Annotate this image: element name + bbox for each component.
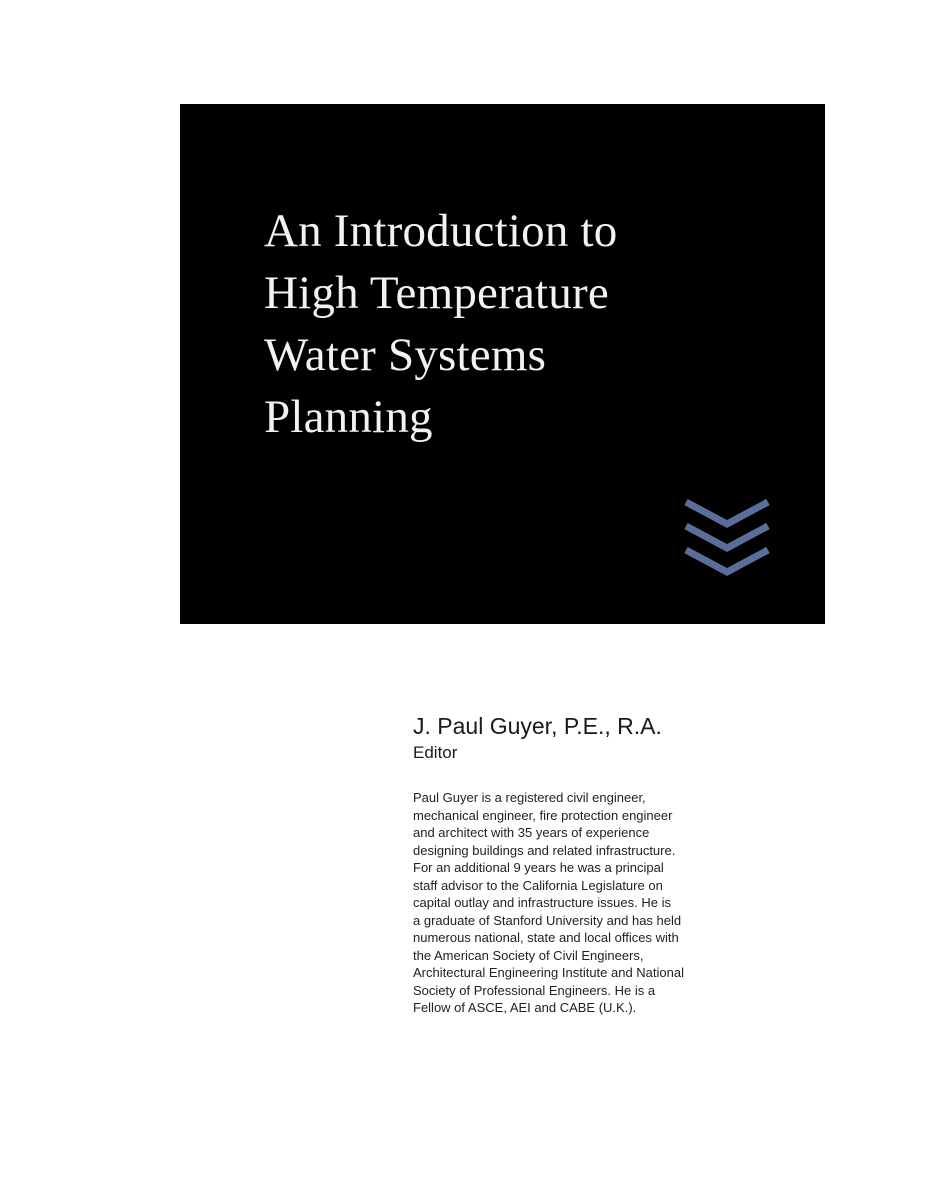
bio-line: mechanical engineer, fire protection engineer [413,807,673,823]
bio-line: the American Society of Civil Engineers, [413,947,644,963]
title-line-2: High Temperature [264,267,609,319]
title-line-1: An Introduction to [264,205,618,257]
bio-line: designing buildings and related infrastructure. [413,842,676,858]
triple-chevron-down-icon [683,496,771,576]
bio-line: Paul Guyer is a registered civil engineer, [413,790,646,805]
bio-line: staff advisor to the California Legislature on [413,877,663,893]
bio-line: numerous national, state and local offices with [413,930,679,945]
bio-line: For an additional 9 years he was a principal [413,860,664,875]
author-bio [413,789,793,1017]
bio-line: Fellow of ASCE, AEI and CABE (U.K.). [413,1000,637,1015]
book-title [264,200,784,448]
title-line-4: Planning [264,391,433,443]
author-role: Editor [413,743,458,762]
title-line-3: Water Systems [264,329,547,381]
bio-line: a graduate of Stanford University and has held [413,912,682,928]
bio-line: Architectural Engineering Institute and National [413,965,684,980]
bio-line: Society of Professional Engineers. He is a [413,982,656,998]
author-block [413,712,813,764]
bio-line: capital outlay and infrastructure issues. He is [413,895,671,910]
author-name: J. Paul Guyer, P.E., R.A. [413,713,662,739]
cover-panel [180,104,825,624]
bio-line: and architect with 35 years of experience [413,825,650,840]
